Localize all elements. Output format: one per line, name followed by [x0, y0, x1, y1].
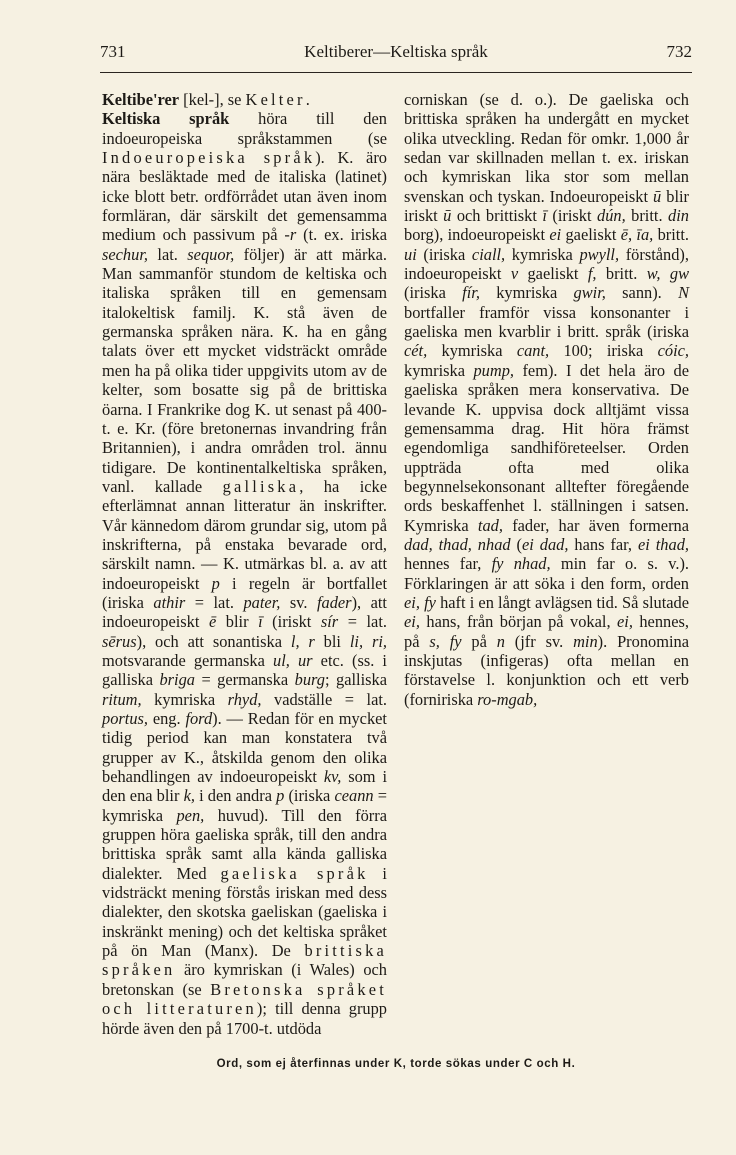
entry-keltiska-sprak-continued: corniskan (se d. o.). De gaeliska och brittiska språken ha undergått en mycket olika utveckling. Redan för omkr. 1,000 år sedan var skillnaden mellan t. ex. iriskan och kymriskan lika stor som mellan svenskan och tyskan. Indoeuropeiskt ū blir iriskt ū och brittiskt ī (iriskt dún, britt. din borg), indoeuropeiskt ei gaeliskt ē, īa, britt. ui (iriska ciall, kymriska pwyll, förstånd), indoeuropeiskt v gaeliskt f, britt. w, gw (iriska fír, kymriska gwir, sann). N bortfaller framför vissa konsonanter i gaeliska men kvarblir i britt. språk (iriska cét, kymriska cant, 100; iriska cóic, kymriska pump, fem). I det hela äro de gaeliska språken mera konservativa. De levande K. uppvisa dock alltjämt vissa gemensamma drag. Hit höra främst egendomliga sandhiföreteelser. Orden uppträda ofta med olika begynnelsekonsonant alltefter föregående ords beskaffenhet l. ställningen i satsen. Kymriska tad, fader, har även formerna dad, thad, nhad (ei dad, hans far, ei thad, hennes far, fy nhad, min far o. s. v.). Förklaringen är att söka i den form, orden ei, fy haft i en långt avlägsen tid. Så slutade ei, hans, från början på vokal, ei, hennes, på s, fy på n (jfr sv. min). Pronomina inskjutas (infigeras) ofta mellan en förstavelse l. konjunktion och ett verb (forniriska ro-mgab, — [404, 90, 690, 709]
cross-reference: Indoeuropeiska språk — [102, 148, 316, 168]
spaced-term: brittiska språken — [102, 941, 387, 980]
header-rule — [100, 72, 692, 73]
headword-keltiberer: Keltibe'rer — [102, 90, 180, 109]
running-head-title: Keltiberer—Keltiska språk — [304, 42, 488, 61]
page-number-right: 732 — [666, 42, 692, 61]
entry-keltiska-sprak: Keltiska språk höra till den indoeuropeiska språkstammen (se Indoeuropeiska språk). K. äro nära besläktade med de italiska (latinet) icke blott betr. ordförrådet utan även inom formläran, där särskilt det gemensamma medium och passivum på -r (t. ex. iriska sechur, lat. sequor, följer) är att märka. Man sammanför stundom de keltiska och italiska språken till en gemensam italokeltisk familj. K. stå även de germanska språken nära. K. ha en gång talats över ett mycket vidsträckt område men ha på olika tider uppgivits utom av de kelter, som bosatte sig på de brittiska öarna. I Frankrike dog K. ut senast på 400-t. e. Kr. (före bretonernas invandring från Britannien), i andra områden trol. ännu tidigare. De kontinentalkeltiska språken, vanl. kallade galliska, ha icke efterlämnat annan litteratur än inskrifter. Vår kännedom därom grundar sig, utom på inskrifterna, på enstaka bevarade ord, särskilt namn. — K. utmärkas bl. a. av att indoeuropeiskt p i regeln är bortfallet (iriska athir = lat. pater, sv. fader), att indoeuropeiskt ē blir ī (iriskt sír = lat. sērus), och att sonantiska l, r bli li, ri, motsvarande germanska ul, ur etc. (ss. i galliska briga = germanska burg; galliska ritum, kymriska rhyd, vadställe = lat. portus, eng. ford). — Redan för en mycket tidig period kan man konstatera två grupper av K., åtskilda genom den olika behandlingen av indoeuropeiskt kv, som i den ena blir k, i den andra p (iriska ceann = kymriska pen, huvud). Till den förra gruppen höra gaeliska språk, till den andra brittiska språk samt alla kända galliska dialekter. Med gaeliska språk i vidsträckt mening förstås iriskan med dess dialekter, den skotska gaeliskan (gaeliska i inskränkt mening) och det keltiska språket på ön Man (Manx). De brittiska språken äro kymriskan (i Wales) och bretonskan (se Bretonska språket och litteraturen); till denna grupp hörde även den på 1700-t. utdöda — [102, 109, 388, 1038]
running-header — [100, 42, 692, 66]
cross-reference: Bretonska språket och litteraturen — [102, 979, 387, 1019]
footer-note: Ord, som ej återfinnas under K, torde sökas under C och H. — [216, 1058, 576, 1070]
cross-reference: Kelter — [245, 90, 306, 109]
spaced-term: gaeliska språk — [220, 863, 369, 883]
page-number-left: 731 — [100, 42, 126, 61]
text-column-right — [404, 90, 689, 709]
spaced-term: galliska — [222, 476, 300, 496]
entry-keltiberer: Keltibe'rer [kel-], se Kelter. — [102, 90, 310, 109]
text-column-left — [102, 90, 387, 1038]
headword-keltiska-sprak: Keltiska språk — [102, 109, 230, 129]
